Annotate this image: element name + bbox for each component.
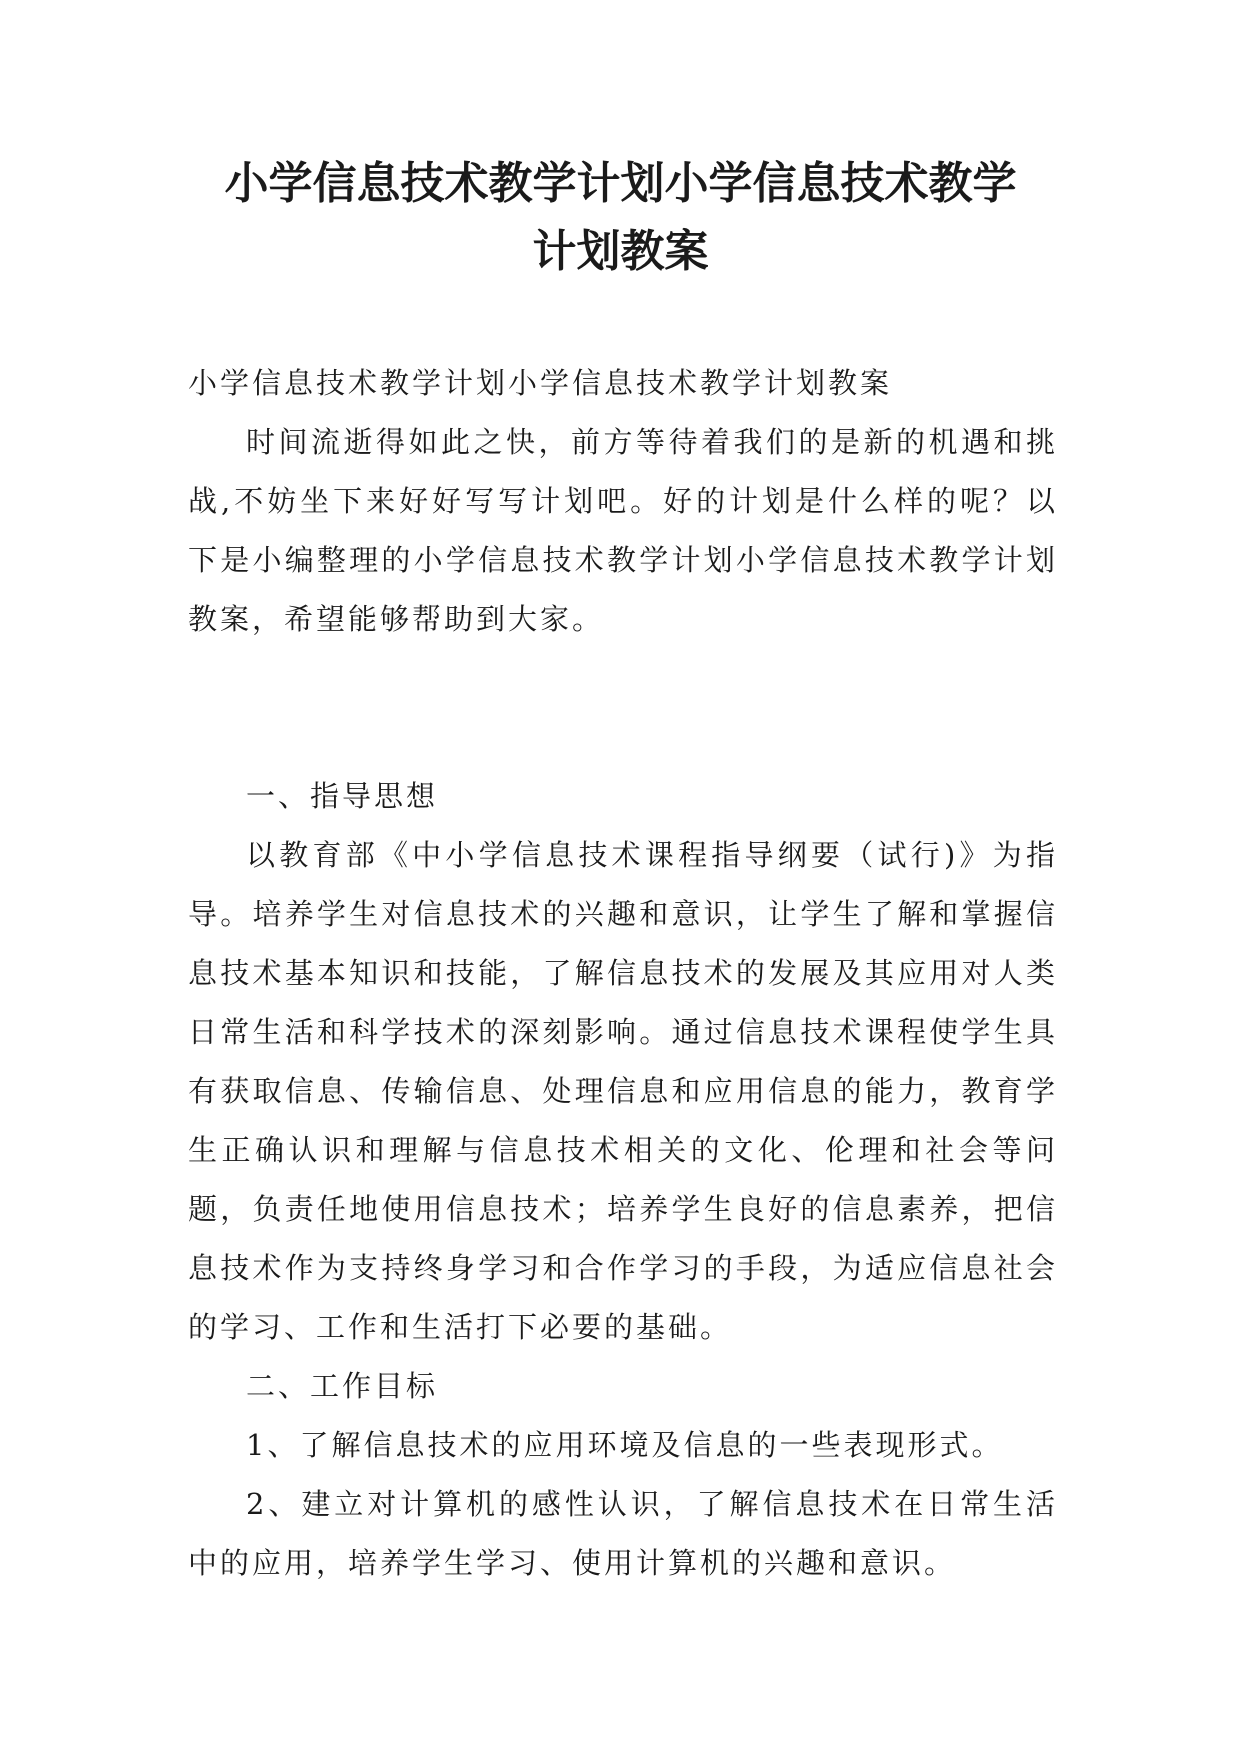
- document-body: [188, 354, 1058, 1593]
- document-subtitle: 小学信息技术教学计划小学信息技术教学计划教案: [188, 366, 893, 400]
- goal-item-1: 1、了解信息技术的应用环境及信息的一些表现形式。: [246, 1428, 1004, 1462]
- intro-paragraph: 时间流逝得如此之快，前方等待着我们的是新的机遇和挑战,不妨坐下来好好写写计划吧。好的计划是什么样的呢？以下是小编整理的小学信息技术教学计划小学信息技术教学计划教案，希望能够帮助到大家。: [188, 425, 1058, 636]
- guiding-ideology-paragraph: 以教育部《中小学信息技术课程指导纲要（试行)》为指导。培养学生对信息技术的兴趣和意识，让学生了解和掌握信息技术基本知识和技能，了解信息技术的发展及其应用对人类日常生活和科学技术的深刻影响。通过信息技术课程使学生具有获取信息、传输信息、处理信息和应用信息的能力，教育学生正确认识和理解与信息技术相关的文化、伦理和社会等问题，负责任地使用信息技术；培养学生良好的信息素养，把信息技术作为支持终身学习和合作学习的手段，为适应信息社会的学习、工作和生活打下必要的基础。: [188, 838, 1058, 1344]
- goal-item-2: 2、建立对计算机的感性认识，了解信息技术在日常生活中的应用，培养学生学习、使用计算机的兴趣和意识。: [188, 1487, 1058, 1580]
- title-line-1: 小学信息技术教学计划小学信息技术教学: [224, 158, 1017, 209]
- document-title: [150, 150, 1091, 286]
- section-heading-work-goals: 二、工作目标: [246, 1369, 439, 1403]
- title-line-2: 计划教案: [532, 226, 709, 277]
- section-spacer: [188, 649, 1058, 767]
- section-heading-guiding-ideology: 一、指导思想: [246, 779, 439, 813]
